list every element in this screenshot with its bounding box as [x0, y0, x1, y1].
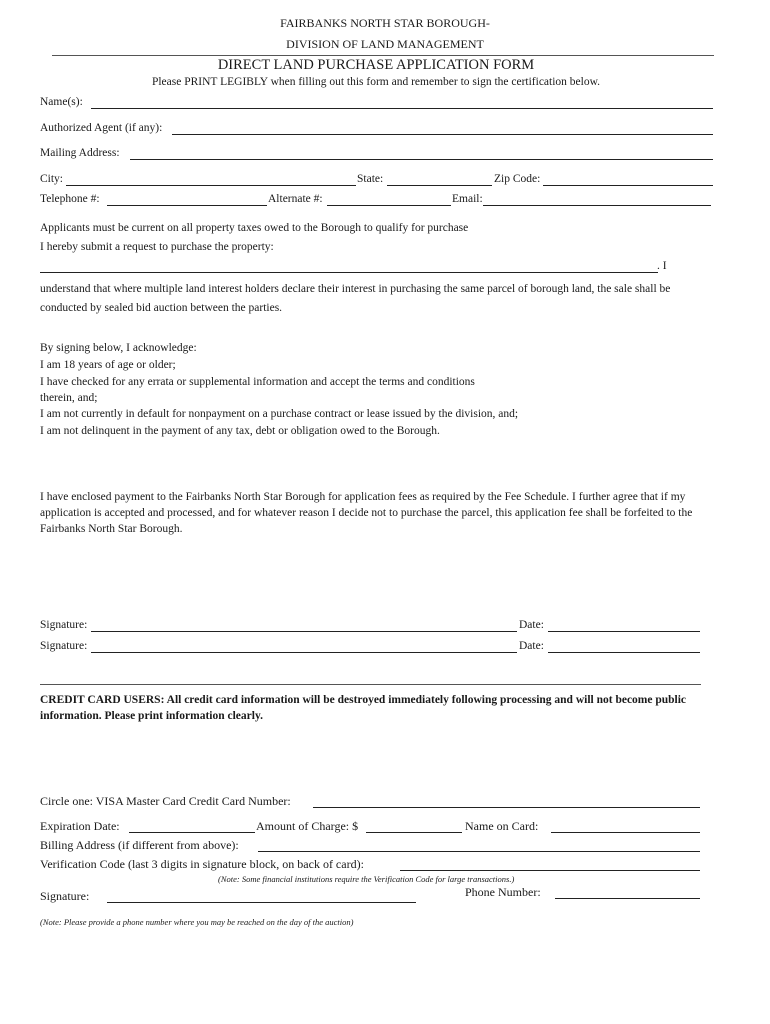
trailing-i: . I — [657, 260, 667, 272]
zip-label: Zip Code: — [494, 173, 541, 185]
acknowledge-item-errata: I have checked for any errata or supplemental information and accept the terms and conditions — [40, 376, 475, 388]
telephone-field[interactable] — [107, 193, 267, 206]
billing-address-label: Billing Address (if different from above): — [40, 838, 239, 852]
card-signature-field[interactable] — [107, 890, 416, 903]
signature-label-1: Signature: — [40, 619, 88, 631]
print-instruction: Please PRINT LEGIBLY when filling out this form and remember to sign the certification below. — [151, 76, 601, 88]
verification-note: (Note: Some financial institutions require the Verification Code for large transactions.) — [218, 874, 515, 884]
credit-card-notice: CREDIT CARD USERS: All credit card information will be destroyed immediately following processing and will not become public information. Please print information clearly. — [40, 694, 687, 722]
billing-address-field[interactable] — [258, 839, 700, 852]
signature-label-2: Signature: — [40, 640, 88, 652]
city-label: City: — [40, 173, 64, 185]
zip-field[interactable] — [543, 173, 713, 186]
mailing-field[interactable] — [130, 147, 713, 160]
alternate-field[interactable] — [327, 193, 451, 206]
verification-code-field[interactable] — [400, 858, 700, 871]
expiration-label: Expiration Date: — [40, 819, 120, 833]
name-on-card-label: Name on Card: — [465, 819, 539, 833]
acknowledge-item-age: I am 18 years of age or older; — [40, 359, 176, 371]
city-field[interactable] — [66, 173, 356, 186]
taxes-statement: Applicants must be current on all property taxes owed to the Borough to qualify for purchase — [40, 222, 469, 234]
date-field-2[interactable] — [548, 640, 700, 653]
names-label: Name(s): — [40, 96, 83, 108]
org-name-line1: FAIRBANKS NORTH STAR BOROUGH- — [280, 16, 490, 30]
date-field-1[interactable] — [548, 619, 700, 632]
acknowledge-item-default: I am not currently in default for nonpayment on a purchase contract or lease issued by the division, and; — [40, 408, 519, 420]
card-signature-label: Signature: — [40, 889, 90, 903]
phone-number-label: Phone Number: — [465, 885, 541, 899]
phone-number-field[interactable] — [555, 886, 700, 899]
name-on-card-field[interactable] — [551, 820, 700, 833]
phone-note: (Note: Please provide a phone number where you may be reached on the day of the auction) — [40, 917, 354, 927]
email-label: Email: — [452, 193, 483, 205]
signature-field-2[interactable] — [91, 640, 517, 653]
form-title: DIRECT LAND PURCHASE APPLICATION FORM — [217, 57, 535, 73]
names-row — [40, 96, 83, 108]
email-field[interactable] — [483, 193, 711, 206]
amount-label: Amount of Charge: $ — [256, 819, 359, 833]
signature-field-1[interactable] — [91, 619, 517, 632]
amount-field[interactable] — [366, 820, 462, 833]
acknowledge-item-delinquent: I am not delinquent in the payment of any tax, debt or obligation owed to the Borough. — [40, 425, 440, 437]
agent-field[interactable] — [172, 122, 713, 135]
names-field[interactable] — [91, 96, 713, 109]
auction-statement: understand that where multiple land interest holders declare their interest in purchasing the same parcel of borough land, the sale shall be conducted by sealed bid auction between the parties. — [40, 283, 671, 314]
submit-request-text: I hereby submit a request to purchase the property: — [40, 241, 274, 253]
mailing-label: Mailing Address: — [40, 147, 120, 159]
acknowledge-item-errata-cont: therein, and; — [40, 392, 98, 404]
header-divider — [52, 55, 714, 56]
telephone-label: Telephone #: — [40, 193, 100, 205]
date-label-1: Date: — [519, 619, 544, 631]
state-field[interactable] — [387, 173, 492, 186]
org-name-line2: DIVISION OF LAND MANAGEMENT — [286, 37, 484, 51]
property-field[interactable] — [40, 260, 658, 273]
alternate-label: Alternate #: — [268, 193, 323, 205]
payment-statement: I have enclosed payment to the Fairbanks North Star Borough for application fees as required by the Fee Schedule. I further agree that if my application is accepted and processed, and for whatever reason I decide not to purchase the parcel, this application fee shall be forfeited to the Fairbanks North Star Borough. — [40, 491, 693, 535]
card-number-field[interactable] — [313, 795, 700, 808]
state-label: State: — [357, 173, 384, 185]
agent-label: Authorized Agent (if any): — [40, 122, 163, 134]
card-number-label: Circle one: VISA Master Card Credit Card Number: — [40, 794, 291, 808]
expiration-field[interactable] — [129, 820, 255, 833]
credit-card-divider — [40, 684, 701, 685]
verification-code-label: Verification Code (last 3 digits in signature block, on back of card): — [40, 857, 364, 871]
acknowledge-heading: By signing below, I acknowledge: — [40, 342, 197, 354]
date-label-2: Date: — [519, 640, 544, 652]
